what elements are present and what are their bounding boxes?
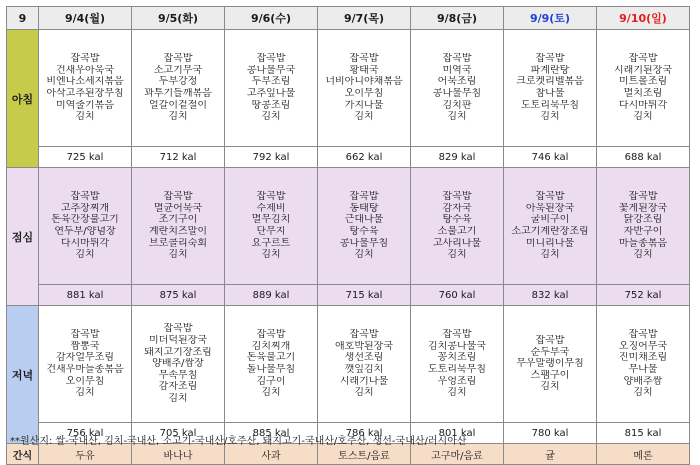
menu-item: 김치 bbox=[354, 387, 374, 399]
menu-item: 수제비 bbox=[256, 202, 286, 214]
menu-item: 두부조림 bbox=[251, 76, 291, 88]
menu-item: 미역줄기볶음 bbox=[56, 99, 114, 111]
menu-item: 콩나물무국 bbox=[246, 64, 296, 76]
menu-item: 김치 bbox=[633, 111, 653, 123]
menu-item: 연두부/양념장 bbox=[54, 226, 116, 237]
menu-item: 김치 bbox=[447, 111, 467, 123]
menu-item: 황태국 bbox=[349, 64, 379, 76]
menu-item: 스팸구이 bbox=[530, 369, 570, 381]
lunch-kcal: 760 kal bbox=[411, 285, 504, 306]
meal-plan-table bbox=[6, 6, 690, 465]
menu-item: 잡곡밥 bbox=[628, 191, 658, 203]
menu-item: 굴비구이 bbox=[530, 214, 570, 226]
menu-item: 무속무침 bbox=[158, 369, 198, 381]
lunch-kcal: 832 kal bbox=[504, 285, 597, 306]
menu-item: 김치판 bbox=[442, 99, 472, 111]
menu-item: 조기구이 bbox=[158, 214, 198, 226]
menu-item: 잡곡밥 bbox=[256, 191, 286, 203]
menu-item: 닭강조림 bbox=[623, 214, 663, 226]
menu-item: 소고기계란장조림 bbox=[511, 226, 589, 237]
breakfast-kcal: 712 kal bbox=[132, 147, 225, 168]
menu-item: 김치 bbox=[540, 381, 560, 393]
breakfast-kcal: 688 kal bbox=[597, 147, 690, 168]
lunch-kcal: 752 kal bbox=[597, 285, 690, 306]
menu-item: 요구르트 bbox=[251, 237, 291, 249]
lunch-kcal: 875 kal bbox=[132, 285, 225, 306]
breakfast-kcal: 829 kal bbox=[411, 147, 504, 168]
menu-item: 시래기나물 bbox=[339, 375, 389, 387]
menu-item: 미더덕된장국 bbox=[149, 335, 207, 347]
menu-item: 다시마튀각 bbox=[618, 99, 668, 111]
menu-item: 김치 bbox=[75, 387, 95, 399]
dinner-menu-cell bbox=[597, 306, 690, 423]
lunch-menu-cell bbox=[132, 168, 225, 285]
menu-item: 김치 bbox=[447, 249, 467, 261]
menu-item: 김치 bbox=[261, 387, 281, 399]
snack-cell: 사과 bbox=[225, 444, 318, 465]
menu-item: 잡곡밥 bbox=[535, 191, 565, 203]
menu-item: 김치 bbox=[261, 249, 281, 261]
menu-item: 어묵조림 bbox=[437, 76, 477, 88]
header-row bbox=[7, 7, 690, 30]
dinner-menu-cell bbox=[318, 306, 411, 423]
breakfast-menu-cell bbox=[504, 30, 597, 147]
menu-item: 꽁치조림 bbox=[437, 352, 477, 364]
month-label: 9 bbox=[7, 7, 39, 30]
menu-item: 멸균어묵국 bbox=[153, 202, 203, 214]
menu-item: 양배추쌈 bbox=[623, 375, 663, 387]
menu-item: 멸무김치 bbox=[251, 214, 291, 226]
menu-item: 고추잎나물 bbox=[246, 88, 296, 99]
menu-item: 잡곡밥 bbox=[163, 53, 193, 65]
breakfast-kcal: 725 kal bbox=[39, 147, 132, 168]
menu-item: 잡곡밥 bbox=[349, 191, 379, 203]
menu-item: 감자조림 bbox=[158, 381, 198, 393]
menu-item: 오이무침 bbox=[344, 88, 384, 99]
menu-item: 김치 bbox=[168, 249, 188, 261]
menu-item: 미역국 bbox=[442, 64, 472, 76]
breakfast-menu-cell bbox=[39, 30, 132, 147]
menu-item: 건새우마늘종볶음 bbox=[46, 364, 124, 375]
snack-cell: 고구마/음료 bbox=[411, 444, 504, 465]
dinner-menu-cell bbox=[504, 306, 597, 423]
menu-item: 소불고기 bbox=[437, 226, 477, 237]
snack-cell: 토스트/음료 bbox=[318, 444, 411, 465]
menu-item: 마늘종볶음 bbox=[618, 237, 668, 249]
menu-item: 고추장찌개 bbox=[60, 202, 110, 214]
menu-item: 김구이 bbox=[256, 375, 286, 387]
breakfast-kcal: 662 kal bbox=[318, 147, 411, 168]
menu-item: 참나물 bbox=[535, 88, 565, 99]
menu-item: 김치 bbox=[447, 387, 467, 399]
breakfast-label: 아침 bbox=[7, 30, 39, 168]
breakfast-menu-cell bbox=[225, 30, 318, 147]
menu-item: 미트볼조림 bbox=[618, 76, 668, 88]
menu-item: 양배추/쌈장 bbox=[152, 358, 204, 370]
snack-cell: 바나나 bbox=[132, 444, 225, 465]
menu-item: 꽈투기들깨볶음 bbox=[144, 88, 212, 99]
snack-label: 간식 bbox=[7, 444, 39, 465]
lunch-kcal: 889 kal bbox=[225, 285, 318, 306]
menu-item: 잡곡밥 bbox=[70, 53, 100, 65]
menu-item: 단무지 bbox=[256, 226, 286, 237]
menu-item: 감자국 bbox=[442, 202, 472, 214]
menu-item: 브로콜리숙회 bbox=[149, 237, 207, 249]
menu-item: 자반구이 bbox=[623, 226, 663, 237]
menu-item: 돌나물무침 bbox=[246, 364, 296, 375]
menu-item: 건새우아욱국 bbox=[56, 64, 114, 76]
menu-item: 무우말랭이무침 bbox=[516, 358, 584, 370]
menu-item: 잡곡밥 bbox=[70, 329, 100, 341]
menu-item: 너비아니야채볶음 bbox=[325, 76, 403, 88]
menu-item: 얼갈이겉절이 bbox=[149, 99, 207, 111]
menu-item: 김치 bbox=[75, 249, 95, 261]
menu-item: 감자얼무조림 bbox=[56, 352, 114, 364]
breakfast-menu-cell bbox=[132, 30, 225, 147]
menu-item: 무나물 bbox=[628, 364, 658, 375]
menu-item: 아삭고추된장무침 bbox=[46, 88, 124, 99]
lunch-menu-cell bbox=[504, 168, 597, 285]
dinner-label: 저녁 bbox=[7, 306, 39, 444]
menu-item: 우엉조림 bbox=[437, 375, 477, 387]
day-header: 9/6(수) bbox=[225, 7, 318, 30]
menu-item: 콩나물무침 bbox=[339, 237, 389, 249]
menu-item: 잡곡밥 bbox=[163, 191, 193, 203]
lunch-menu-cell bbox=[318, 168, 411, 285]
dinner-kcal: 705 kal bbox=[132, 423, 225, 444]
menu-item: 오징어무국 bbox=[618, 340, 668, 352]
menu-item: 돼지고기장조림 bbox=[144, 346, 212, 358]
breakfast-section bbox=[7, 30, 690, 168]
dinner-menu-cell bbox=[411, 306, 504, 423]
breakfast-menu-cell bbox=[597, 30, 690, 147]
menu-item: 진미채조림 bbox=[618, 352, 668, 364]
breakfast-menu-cell bbox=[318, 30, 411, 147]
menu-item: 소고기무국 bbox=[153, 64, 203, 76]
snack-cell: 귤 bbox=[504, 444, 597, 465]
menu-item: 잡곡밥 bbox=[163, 323, 193, 335]
menu-item: 시래기된장국 bbox=[614, 64, 672, 76]
dinner-menu-cell bbox=[132, 306, 225, 423]
menu-item: 김치 bbox=[354, 249, 374, 261]
lunch-label: 점심 bbox=[7, 168, 39, 306]
menu-item: 김치 bbox=[540, 249, 560, 261]
menu-item: 잡곡밥 bbox=[349, 53, 379, 65]
dinner-menu-cell bbox=[225, 306, 318, 423]
lunch-kcal: 881 kal bbox=[39, 285, 132, 306]
menu-item: 김치찌개 bbox=[251, 340, 291, 352]
lunch-menu-cell bbox=[597, 168, 690, 285]
menu-item: 잡곡밥 bbox=[535, 335, 565, 347]
menu-item: 근대나물 bbox=[344, 214, 384, 226]
dinner-section bbox=[7, 306, 690, 444]
snack-cell: 메론 bbox=[597, 444, 690, 465]
menu-item: 비엔나소세지볶음 bbox=[46, 76, 124, 88]
snack-cell: 두유 bbox=[39, 444, 132, 465]
menu-item: 김치 bbox=[261, 111, 281, 123]
menu-item: 김치 bbox=[633, 387, 653, 399]
breakfast-kcal: 746 kal bbox=[504, 147, 597, 168]
lunch-menu-cell bbox=[225, 168, 318, 285]
menu-item: 탕수육 bbox=[349, 226, 379, 237]
origin-footnote: **원산지: 쌀-국내산, 김치-국내산, 소고기-국내산/호주산, 돼지고기-국내산/호주산, 생선-국내산/러시아산 bbox=[10, 436, 467, 447]
menu-item: 순두부국 bbox=[530, 346, 570, 358]
day-header-saturday: 9/9(토) bbox=[504, 7, 597, 30]
menu-item: 잡곡밥 bbox=[256, 329, 286, 341]
menu-item: 김치 bbox=[168, 392, 188, 404]
lunch-section bbox=[7, 168, 690, 306]
menu-item: 짬뽕국 bbox=[70, 340, 100, 352]
menu-item: 멸치조림 bbox=[623, 88, 663, 99]
menu-item: 잡곡밥 bbox=[442, 191, 472, 203]
day-header: 9/8(금) bbox=[411, 7, 504, 30]
lunch-kcal: 715 kal bbox=[318, 285, 411, 306]
menu-item: 잡곡밥 bbox=[442, 53, 472, 65]
menu-item: 잡곡밥 bbox=[256, 53, 286, 65]
menu-item: 고사리나물 bbox=[432, 237, 482, 249]
lunch-menu-cell bbox=[411, 168, 504, 285]
menu-item: 파계란탕 bbox=[530, 64, 570, 76]
menu-item: 두부강정 bbox=[158, 76, 198, 88]
menu-item: 도토리묵무침 bbox=[521, 99, 579, 111]
menu-item: 김치 bbox=[540, 111, 560, 123]
menu-item: 콩나물무침 bbox=[432, 88, 482, 99]
menu-item: 잡곡밥 bbox=[442, 329, 472, 341]
menu-item: 도토리묵무침 bbox=[428, 364, 486, 375]
dinner-kcal: 780 kal bbox=[504, 423, 597, 444]
menu-item: 가지나물 bbox=[344, 99, 384, 111]
menu-item: 김치콩나물국 bbox=[428, 340, 486, 352]
menu-item: 애호박된장국 bbox=[335, 340, 393, 352]
day-header: 9/7(목) bbox=[318, 7, 411, 30]
menu-item: 크로켓리벨볶음 bbox=[516, 76, 584, 88]
dinner-kcal: 801 kal bbox=[411, 423, 504, 444]
breakfast-kcal: 792 kal bbox=[225, 147, 318, 168]
menu-item: 김치 bbox=[354, 111, 374, 123]
menu-item: 잡곡밥 bbox=[628, 329, 658, 341]
menu-item: 잡곡밥 bbox=[535, 53, 565, 65]
menu-item: 김치 bbox=[168, 111, 188, 123]
menu-item: 잡곡밥 bbox=[349, 329, 379, 341]
menu-item: 탕수육 bbox=[442, 214, 472, 226]
menu-item: 아욱된장국 bbox=[525, 202, 575, 214]
day-header-sunday: 9/10(일) bbox=[597, 7, 690, 30]
dinner-kcal: 756 kal bbox=[39, 423, 132, 444]
dinner-kcal: 885 kal bbox=[225, 423, 318, 444]
menu-item: 미니리나물 bbox=[525, 237, 575, 249]
day-header: 9/4(월) bbox=[39, 7, 132, 30]
menu-item: 동태탕 bbox=[349, 202, 379, 214]
menu-item: 다시마튀각 bbox=[60, 237, 110, 249]
menu-item: 돈육불고기 bbox=[246, 352, 296, 364]
day-header: 9/5(화) bbox=[132, 7, 225, 30]
breakfast-menu-cell bbox=[411, 30, 504, 147]
menu-item: 꽃게된장국 bbox=[618, 202, 668, 214]
lunch-menu-cell bbox=[39, 168, 132, 285]
menu-item: 생선조림 bbox=[344, 352, 384, 364]
menu-item: 계란치즈말이 bbox=[149, 226, 207, 237]
menu-item: 김치 bbox=[75, 111, 95, 123]
menu-item: 잡곡밥 bbox=[70, 191, 100, 203]
menu-item: 잡곡밥 bbox=[628, 53, 658, 65]
menu-item: 땅콩조림 bbox=[251, 99, 291, 111]
menu-item: 오이무침 bbox=[65, 375, 105, 387]
menu-item: 돈육간장불고기 bbox=[51, 214, 119, 226]
menu-item: 김치 bbox=[633, 249, 653, 261]
dinner-kcal: 786 kal bbox=[318, 423, 411, 444]
menu-item: 깻잎김치 bbox=[344, 364, 384, 375]
dinner-menu-cell bbox=[39, 306, 132, 423]
dinner-kcal: 815 kal bbox=[597, 423, 690, 444]
